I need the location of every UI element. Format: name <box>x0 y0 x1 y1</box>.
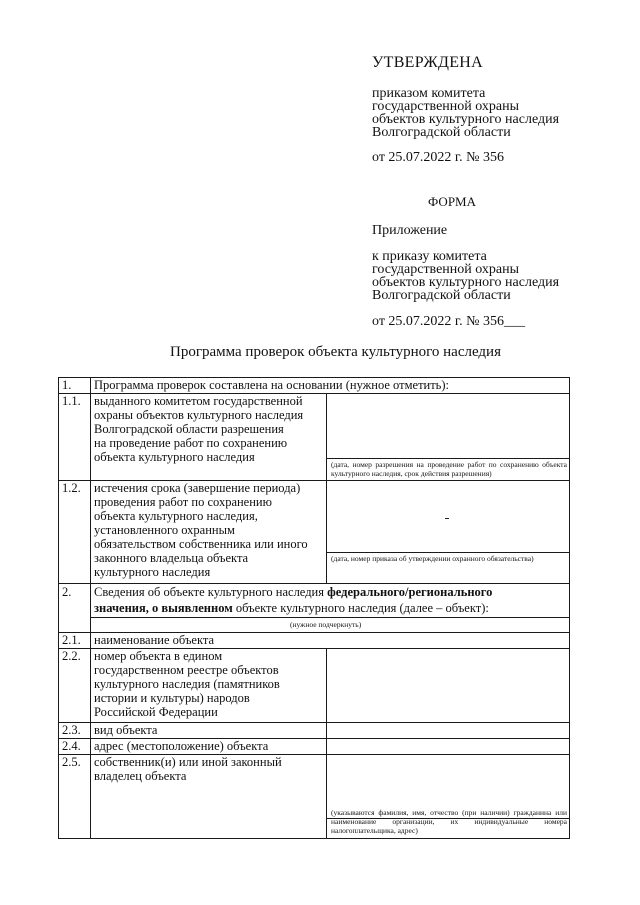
row-2-4-number: 2.4. <box>62 739 81 753</box>
row-2-1-number: 2.1. <box>62 633 81 647</box>
form-label: ФОРМА <box>428 194 476 209</box>
row-1-2-line-6: законного владельца объекта <box>94 551 249 565</box>
header-line-3: объектов культурного наследия <box>372 112 560 127</box>
row-1-1-note: (дата, номер разрешения на проведение работ по сохранению объекта культурного наследия, срок действия разрешения) <box>331 460 567 478</box>
row-1-1-line-2: охраны объектов культурного наследия <box>94 408 304 422</box>
row-2-3-text: вид объекта <box>94 723 158 737</box>
row-1-1-number: 1.1. <box>62 394 81 408</box>
appendix-line-3: объектов культурного наследия <box>372 275 560 290</box>
row-1-2-line-1: истечения срока (завершение периода) <box>94 481 301 495</box>
row-1-2-number: 1.2. <box>62 481 81 495</box>
appendix-line-4: Волгоградской области <box>372 288 511 303</box>
header-line-2: государственной охраны <box>372 99 520 114</box>
row-2-5-line-1: собственник(и) или иной законный <box>94 755 282 769</box>
row-1-1-line-3: Волгоградской области разрешения <box>94 422 284 436</box>
row-2-line-2: значения, о выявленном объекте культурного наследия (далее – объект): <box>94 601 489 615</box>
row-2-5-number: 2.5. <box>62 755 81 769</box>
appendix-line-1: к приказу комитета <box>372 249 487 264</box>
row-2-number: 2. <box>62 585 72 599</box>
row-2-2-line-4: истории и культуры) народов <box>94 691 250 705</box>
row-1-2-line-2: проведения работ по сохранению <box>94 495 272 509</box>
row-1-text: Программа проверок составлена на основании (нужное отметить): <box>94 378 450 392</box>
row-1-1-line-1: выданного комитетом государственной <box>94 394 303 408</box>
document-title: Программа проверок объекта культурного наследия <box>170 344 501 360</box>
table-border-bottom <box>58 838 570 839</box>
row-2-2-line-5: Российской Федерации <box>94 705 218 719</box>
row-1-number: 1. <box>62 378 72 392</box>
table-border-right <box>569 377 570 839</box>
row-1-1-line-5: объекта культурного наследия <box>94 450 255 464</box>
row-2-1-text: наименование объекта <box>94 633 215 647</box>
row-2-2-line-1: номер объекта в едином <box>94 649 223 663</box>
row-1-2-line-7: культурного наследия <box>94 565 211 579</box>
row-2-2-line-2: государственном реестре объектов <box>94 663 279 677</box>
row-1-2-line-3: объекта культурного наследия, <box>94 509 258 523</box>
table-border-left <box>58 377 59 839</box>
appendix-title: Приложение <box>372 223 448 238</box>
header-line-1: приказом комитета <box>372 86 486 101</box>
row-1-2-note: (дата, номер приказа об утверждении охранного обязательства) <box>331 554 534 563</box>
row-2-2-line-3: культурного наследия (памятников <box>94 677 280 691</box>
row-2-line-1: Сведения об объекте культурного наследия федерального/регионального <box>94 585 493 599</box>
row-2-3-number: 2.3. <box>62 723 81 737</box>
row-2-5-note: (указываются фамилия, имя, отчество (при наличии) гражданина или наименование организации, их индивидуальные номера налогоплательщика, адрес) <box>331 808 567 835</box>
row-2-5-line-2: владелец объекта <box>94 769 187 783</box>
header-line-4: Волгоградской области <box>372 125 511 140</box>
row-1-1-line-4: на проведение работ по сохранению <box>94 436 288 450</box>
appendix-line-2: государственной охраны <box>372 262 520 277</box>
approved-stamp: УТВЕРЖДЕНА <box>372 54 484 71</box>
row-2-4-text: адрес (местоположение) объекта <box>94 739 269 753</box>
header-date: от 25.07.2022 г. № 356 <box>372 150 504 165</box>
row-1-2-line-4: установленного охранным <box>94 523 235 537</box>
row-1-2-line-5: обязательством собственника или иного <box>94 537 308 551</box>
row-2-note: (нужное подчеркнуть) <box>290 620 362 629</box>
row-2-2-number: 2.2. <box>62 649 81 663</box>
appendix-date: от 25.07.2022 г. № 356___ <box>372 314 525 329</box>
row-1-2-dash-mark <box>445 518 449 519</box>
